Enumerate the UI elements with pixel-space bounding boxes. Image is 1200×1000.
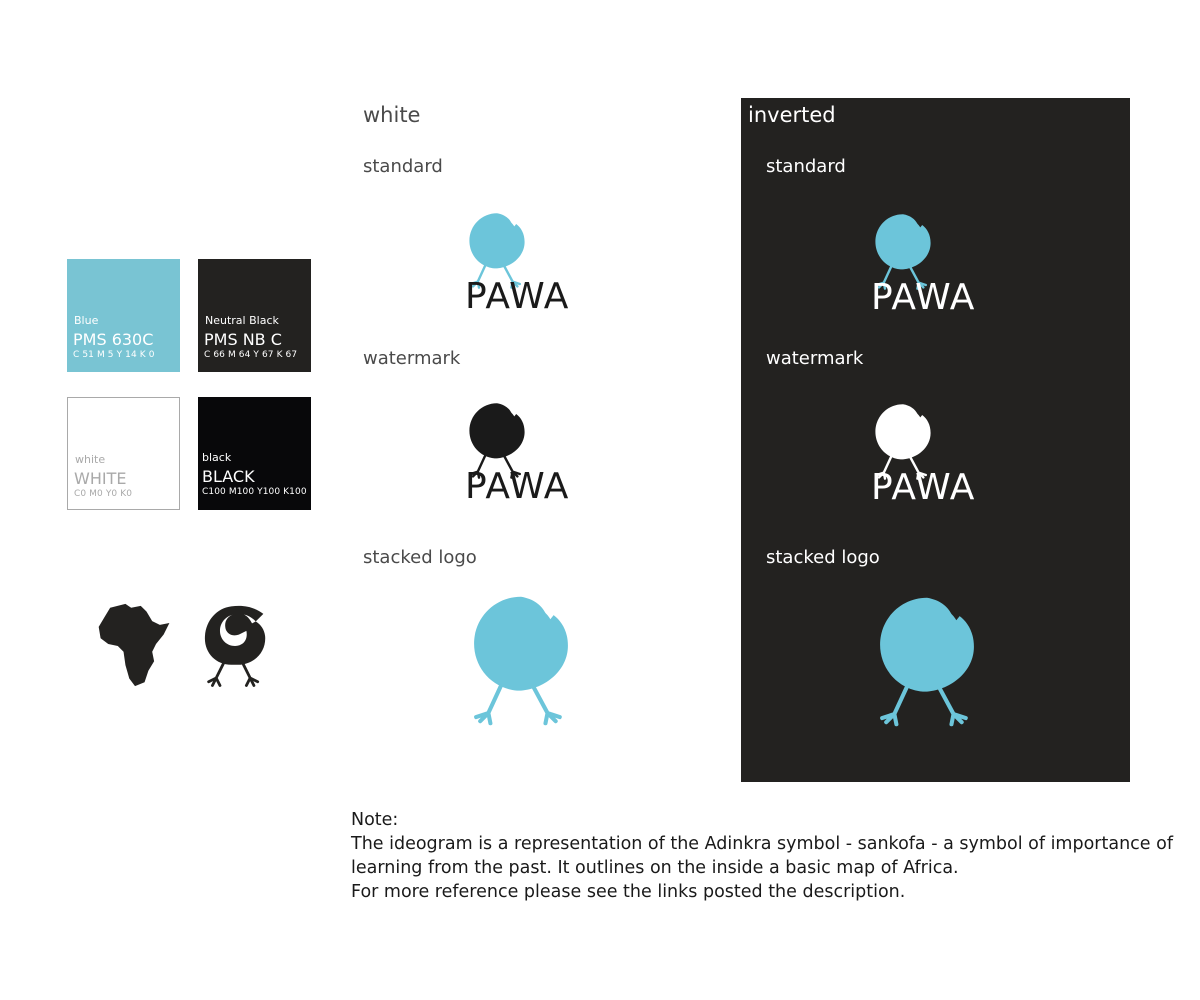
swatch-black <box>198 397 311 510</box>
white-watermark-logo <box>462 402 578 506</box>
swatch-neutral-black-code: PMS NB C <box>204 330 282 349</box>
swatch-blue-code: PMS 630C <box>73 330 154 349</box>
white-section-heading: white <box>363 103 421 127</box>
africa-map-icon <box>95 602 175 688</box>
swatch-neutral-black-name: Neutral Black <box>205 314 279 327</box>
white-standard-wordmark: PAWA <box>465 276 570 317</box>
swatch-blue-name: Blue <box>74 314 99 327</box>
inverted-watermark-label: watermark <box>766 348 864 369</box>
inverted-watermark-wordmark: PAWA <box>871 467 976 508</box>
white-stacked-logo-icon <box>470 594 572 728</box>
inverted-standard-label: standard <box>766 156 846 177</box>
note-title: Note: <box>351 810 399 830</box>
swatch-white <box>67 397 180 510</box>
inverted-section-heading: inverted <box>748 103 836 127</box>
note-line-3: For more reference please see the links posted the description. <box>351 882 906 902</box>
swatch-neutral-black <box>198 259 311 372</box>
white-standard-logo <box>462 212 578 316</box>
swatch-blue <box>67 259 180 372</box>
inverted-stacked-logo-icon <box>876 594 978 730</box>
inverted-standard-wordmark: PAWA <box>871 277 976 318</box>
inverted-standard-logo <box>868 213 984 317</box>
swatch-neutral-black-cmyk: C 66 M 64 Y 67 K 67 <box>204 350 298 360</box>
swatch-black-code: BLACK <box>202 467 255 486</box>
white-stacked-label: stacked logo <box>363 547 477 568</box>
note-line-1: The ideogram is a representation of the Adinkra symbol - sankofa - a symbol of importance of <box>351 834 1173 854</box>
white-watermark-label: watermark <box>363 348 461 369</box>
swatch-white-name: white <box>75 453 106 466</box>
inverted-stacked-label: stacked logo <box>766 547 880 568</box>
swatch-blue-cmyk: C 51 M 5 Y 14 K 0 <box>73 350 155 360</box>
swatch-black-cmyk: C100 M100 Y100 K100 <box>202 487 307 497</box>
swatch-white-code: WHITE <box>74 469 127 488</box>
note-block <box>351 808 1173 904</box>
note-line-2: learning from the past. It outlines on the inside a basic map of Africa. <box>351 858 959 878</box>
white-watermark-wordmark: PAWA <box>465 466 570 507</box>
swatch-black-name: black <box>202 451 232 464</box>
white-standard-label: standard <box>363 156 443 177</box>
sankofa-bird-icon <box>203 602 269 688</box>
inverted-watermark-logo <box>868 403 984 507</box>
swatch-white-cmyk: C0 M0 Y0 K0 <box>74 489 133 499</box>
